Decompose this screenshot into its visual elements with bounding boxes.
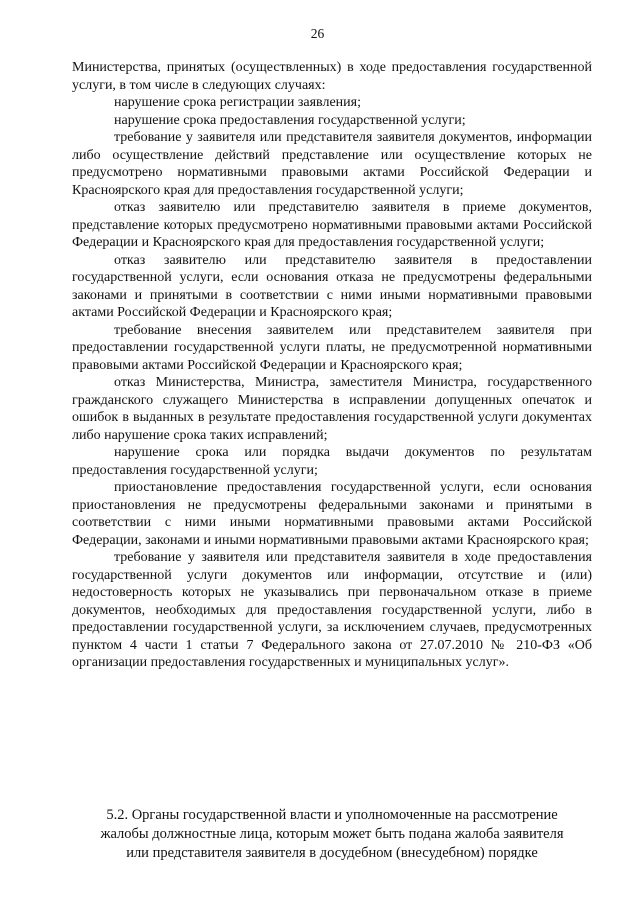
section-heading-line: жалобы должностные лица, которым может быть подана жалоба заявителя bbox=[100, 826, 564, 842]
list-item-service-refusal: отказ заявителю или представителю заявителя в предоставлении государственной услуги, если основания отказа не предусмотрены федеральными законами и принятыми в соответствии с ними иными нормативными правовыми актами Российской Федерации и Красноярского края; bbox=[72, 252, 592, 320]
list-item-suspension: приостановление предоставления государственной услуги, если основания приостановления не предусмотрены федеральными законами и принятыми в соответствии с ними иными нормативными правовыми актами Российской Федерации, законами и иными нормативными правовыми актами Красноярского края; bbox=[72, 480, 592, 548]
list-item-issuance-violation: нарушение срока или порядка выдачи документов по результатам предоставления государственной услуги; bbox=[72, 445, 592, 478]
list-item-correction-refusal: отказ Министерства, Министра, заместителя Министра, государственного гражданского служащего Министерства в исправлении допущенных опечаток и ошибок в выданных в результате предоставления государственной услуги документах либо нарушение срока таких исправлений; bbox=[72, 375, 592, 443]
section-heading-line: или представителя заявителя в досудебном (внесудебном) порядке bbox=[126, 845, 538, 861]
list-item-missing-documents-demand: требование у заявителя или представителя заявителя в ходе предоставления государственной услуги документов или информации, отсутствие и (или) недостоверность которых не указывались при первоначальном отказе в приеме документов, необходимых для предоставления государственной услуги, либо в предоставлении государственной услуги, за исключением случаев, предусмотренных пунктом 4 части 1 статьи 7 Федерального закона от 27.07.2010 № 210-ФЗ «Об организации предоставления государственных и муниципальных услуг». bbox=[72, 550, 592, 670]
section-heading bbox=[72, 806, 592, 863]
paragraph-continuation: Министерства, принятых (осуществленных) в ходе предоставления государственной услуги, в том числе в следующих случаях: bbox=[72, 60, 592, 93]
list-item-document-refusal: отказ заявителю или представителю заявителя в приеме документов, представление которых предусмотрено нормативными правовыми актами Российской Федерации и Красноярского края для предоставления государственной услуги; bbox=[72, 200, 592, 250]
body-text bbox=[72, 59, 592, 672]
page-number: 26 bbox=[310, 26, 325, 41]
list-item-extra-documents-demand: требование у заявителя или представителя заявителя документов, информации либо осуществление действий представление или осуществление которых не предусмотрено нормативными правовыми актами Российской Федерации и Красноярского края для предоставления государственной услуги; bbox=[72, 130, 592, 198]
section-heading-line: 5.2. Органы государственной власти и уполномоченные на рассмотрение bbox=[106, 807, 558, 823]
list-item-registration-delay: нарушение срока регистрации заявления; bbox=[114, 95, 361, 110]
list-item-payment-demand: требование внесения заявителем или представителем заявителя при предоставлении государственной услуги платы, не предусмотренной нормативными правовыми актами Российской Федерации и Красноярского края; bbox=[72, 322, 592, 373]
list-item-service-delay: нарушение срока предоставления государственной услуги; bbox=[114, 112, 466, 128]
